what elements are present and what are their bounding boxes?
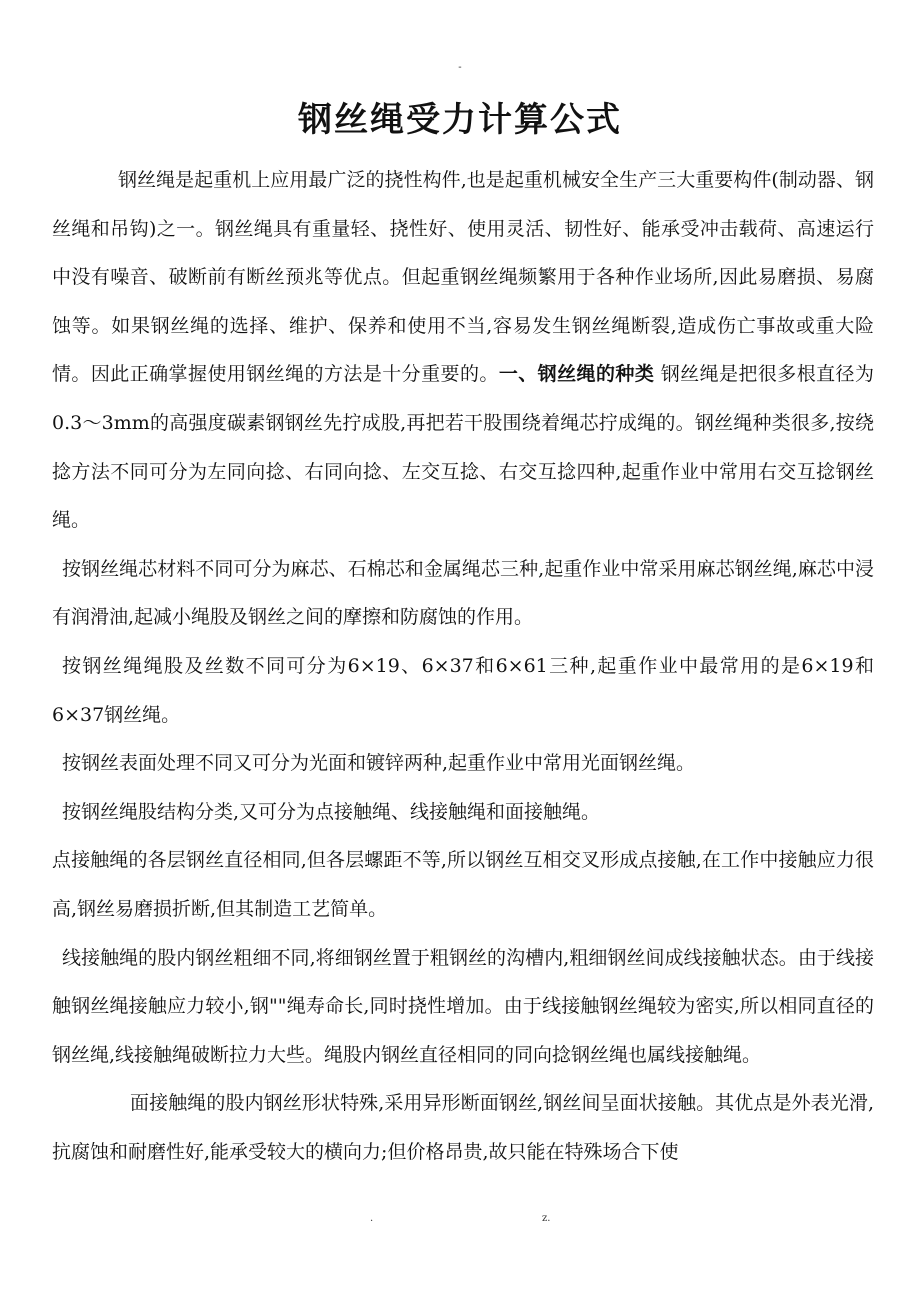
paragraph-strand-count: 按钢丝绳绳股及丝数不同可分为6×19、6×37和6×61三种,起重作业中最常用的是6×19和6×37钢丝绳。 xyxy=(52,654,874,726)
paragraph-line-contact: 线接触绳的股内钢丝粗细不同,将细钢丝置于粗钢丝的沟槽内,粗细钢丝间成线接触状态。由于线接触钢丝绳接触应力较小,钢""绳寿命长,同时挠性增加。由于线接触钢丝绳较为密实,所以相同直径的钢丝绳,线接触绳破断拉力大些。绳股内钢丝直径相同的同向捻钢丝绳也属线接触绳。 xyxy=(52,946,874,1066)
footer-left-mark: . xyxy=(370,1213,374,1224)
paragraph-intro-text: 钢丝绳是起重机上应用最广泛的挠性构件,也是起重机械安全生产三大重要构件(制动器、钢丝绳和吊钩)之一。钢丝绳具有重量轻、挠性好、使用灵活、韧性好、能承受冲击载荷、高速运行中没有噪音、破断前有断丝预兆等优点。但起重钢丝绳频繁用于各种作业场所,因此易磨损、易腐蚀等。如果钢丝绳的选择、维护、保养和使用不当,容易发生钢丝绳断裂,造成伤亡事故或重大险情。因此正确掌握使用钢丝绳的方法是十分重要的。 xyxy=(52,169,874,386)
paragraph-strand-structure: 按钢丝绳股结构分类,又可分为点接触绳、线接触绳和面接触绳。 xyxy=(62,800,601,823)
paragraph-rope-types-text: 钢丝绳是把很多根直径为0.3～3mm的高强度碳素钢钢丝先拧成股,再把若干股围绕着绳芯拧成绳的。钢丝绳种类很多,按绕捻方法不同可分为左同向捻、右同向捻、左交互捻、右交互捻四种,起重作业中常用右交互捻钢丝绳。 xyxy=(52,363,874,532)
paragraph-intro xyxy=(52,156,874,545)
page-title: 钢丝绳受力计算公式 xyxy=(298,100,622,140)
section-heading-rope-types: 一、钢丝绳的种类 xyxy=(498,363,655,386)
paragraph-point-contact: 点接触绳的各层钢丝直径相同,但各层螺距不等,所以钢丝互相交叉形成点接触,在工作中接触应力很高,钢丝易磨损折断,但其制造工艺简单。 xyxy=(52,849,874,920)
paragraph-surface-contact: 面接触绳的股内钢丝形状特殊,采用异形断面钢丝,钢丝间呈面状接触。其优点是外表光滑,抗腐蚀和耐磨性好,能承受较大的横向力;但价格昂贵,故只能在特殊场合下使 xyxy=(52,1092,874,1163)
page-footer xyxy=(0,1212,920,1226)
header-mark: - xyxy=(458,62,462,73)
footer-right-mark: z. xyxy=(542,1213,551,1224)
paragraph-core-material: 按钢丝绳芯材料不同可分为麻芯、石棉芯和金属绳芯三种,起重作业中常采用麻芯钢丝绳,麻芯中浸有润滑油,起减小绳股及钢丝之间的摩擦和防腐蚀的作用。 xyxy=(52,557,874,629)
document-body xyxy=(52,156,874,1176)
paragraph-surface-treatment: 按钢丝表面处理不同又可分为光面和镀锌两种,起重作业中常用光面钢丝绳。 xyxy=(62,752,696,775)
